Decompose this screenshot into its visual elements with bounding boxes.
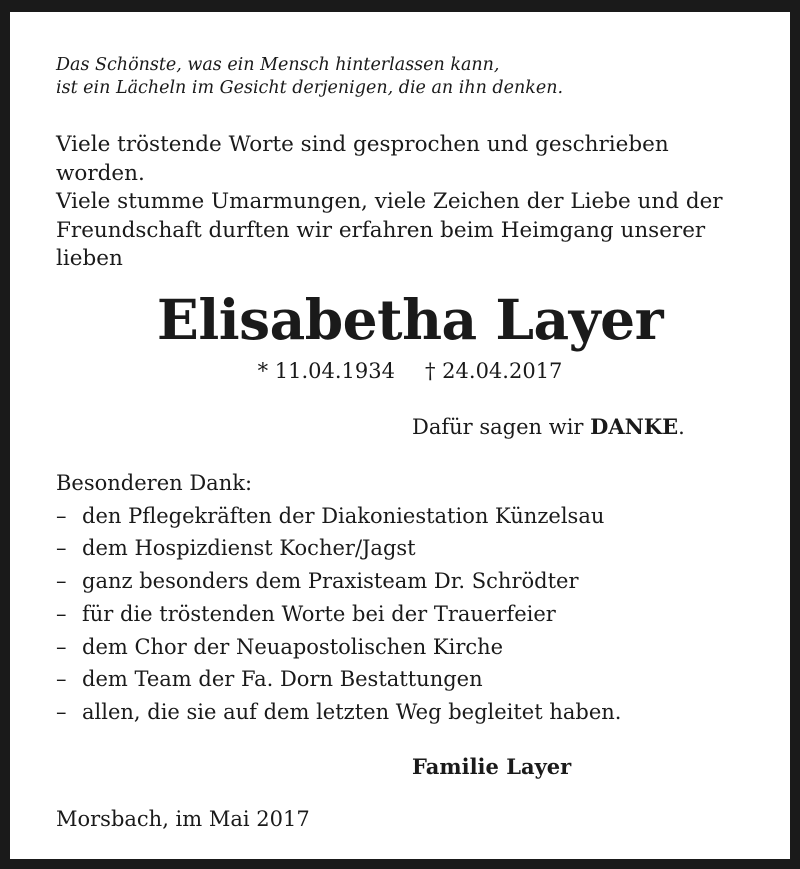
thanks-line: [412, 413, 685, 441]
thanks-suffix: .: [678, 415, 685, 439]
list-item-text: dem Hospizdienst Kocher/Jagst: [82, 536, 416, 561]
list-item: [56, 631, 776, 664]
list-item-text: dem Team der Fa. Dorn Bestattungen: [82, 667, 483, 692]
dash-bullet: –: [56, 503, 67, 528]
list-item: [56, 598, 776, 631]
special-thanks-heading: Besonderen Dank:: [56, 471, 253, 495]
dash-bullet: –: [56, 667, 67, 692]
list-item-text: allen, die sie auf dem letzten Weg begleitet haben.: [82, 699, 622, 724]
intro-line: worden.: [56, 160, 145, 186]
dash-bullet: –: [56, 634, 67, 659]
life-dates: [10, 357, 800, 385]
dash-bullet: –: [56, 536, 67, 561]
motto-line: Das Schönste, was ein Mensch hinterlassen kann,: [56, 55, 500, 75]
list-item: [56, 532, 776, 565]
deceased-name: Elisabetha Layer: [156, 287, 664, 352]
list-item: [56, 500, 776, 533]
list-item-text: den Pflegekräften der Diakoniestation Künzelsau: [82, 503, 605, 528]
list-item-text: für die tröstenden Worte bei der Trauerfeier: [82, 601, 556, 626]
thanks-prefix: Dafür sagen wir: [412, 415, 591, 439]
place-date: Morsbach, im Mai 2017: [56, 807, 310, 831]
motto-line: ist ein Lächeln im Gesicht derjenigen, die an ihn denken.: [56, 78, 564, 98]
intro-line: Viele stumme Umarmungen, viele Zeichen der Liebe und der: [56, 189, 723, 214]
list-item: [56, 696, 776, 729]
list-item: [56, 565, 776, 598]
thanks-emphasis: DANKE: [590, 414, 679, 439]
list-item: [56, 663, 776, 696]
motto-quote: [56, 54, 563, 100]
dash-bullet: –: [56, 569, 67, 594]
dash-bullet: –: [56, 699, 67, 724]
death-date: † 24.04.2017: [425, 359, 563, 383]
list-item-text: dem Chor der Neuapostolischen Kirche: [82, 634, 504, 659]
dash-bullet: –: [56, 601, 67, 626]
special-thanks: [56, 467, 776, 729]
birth-date: * 11.04.1934: [257, 359, 395, 383]
list-item-text: ganz besonders dem Praxisteam Dr. Schrödter: [82, 569, 579, 594]
intro-line: lieben: [56, 246, 123, 271]
family-signature: Familie Layer: [412, 754, 572, 779]
intro-line: Viele tröstende Worte sind gesprochen und geschrieben: [56, 132, 669, 157]
intro-line: Freundschaft durften wir erfahren beim Heimgang unserer: [56, 217, 706, 243]
intro-text: [56, 131, 776, 274]
